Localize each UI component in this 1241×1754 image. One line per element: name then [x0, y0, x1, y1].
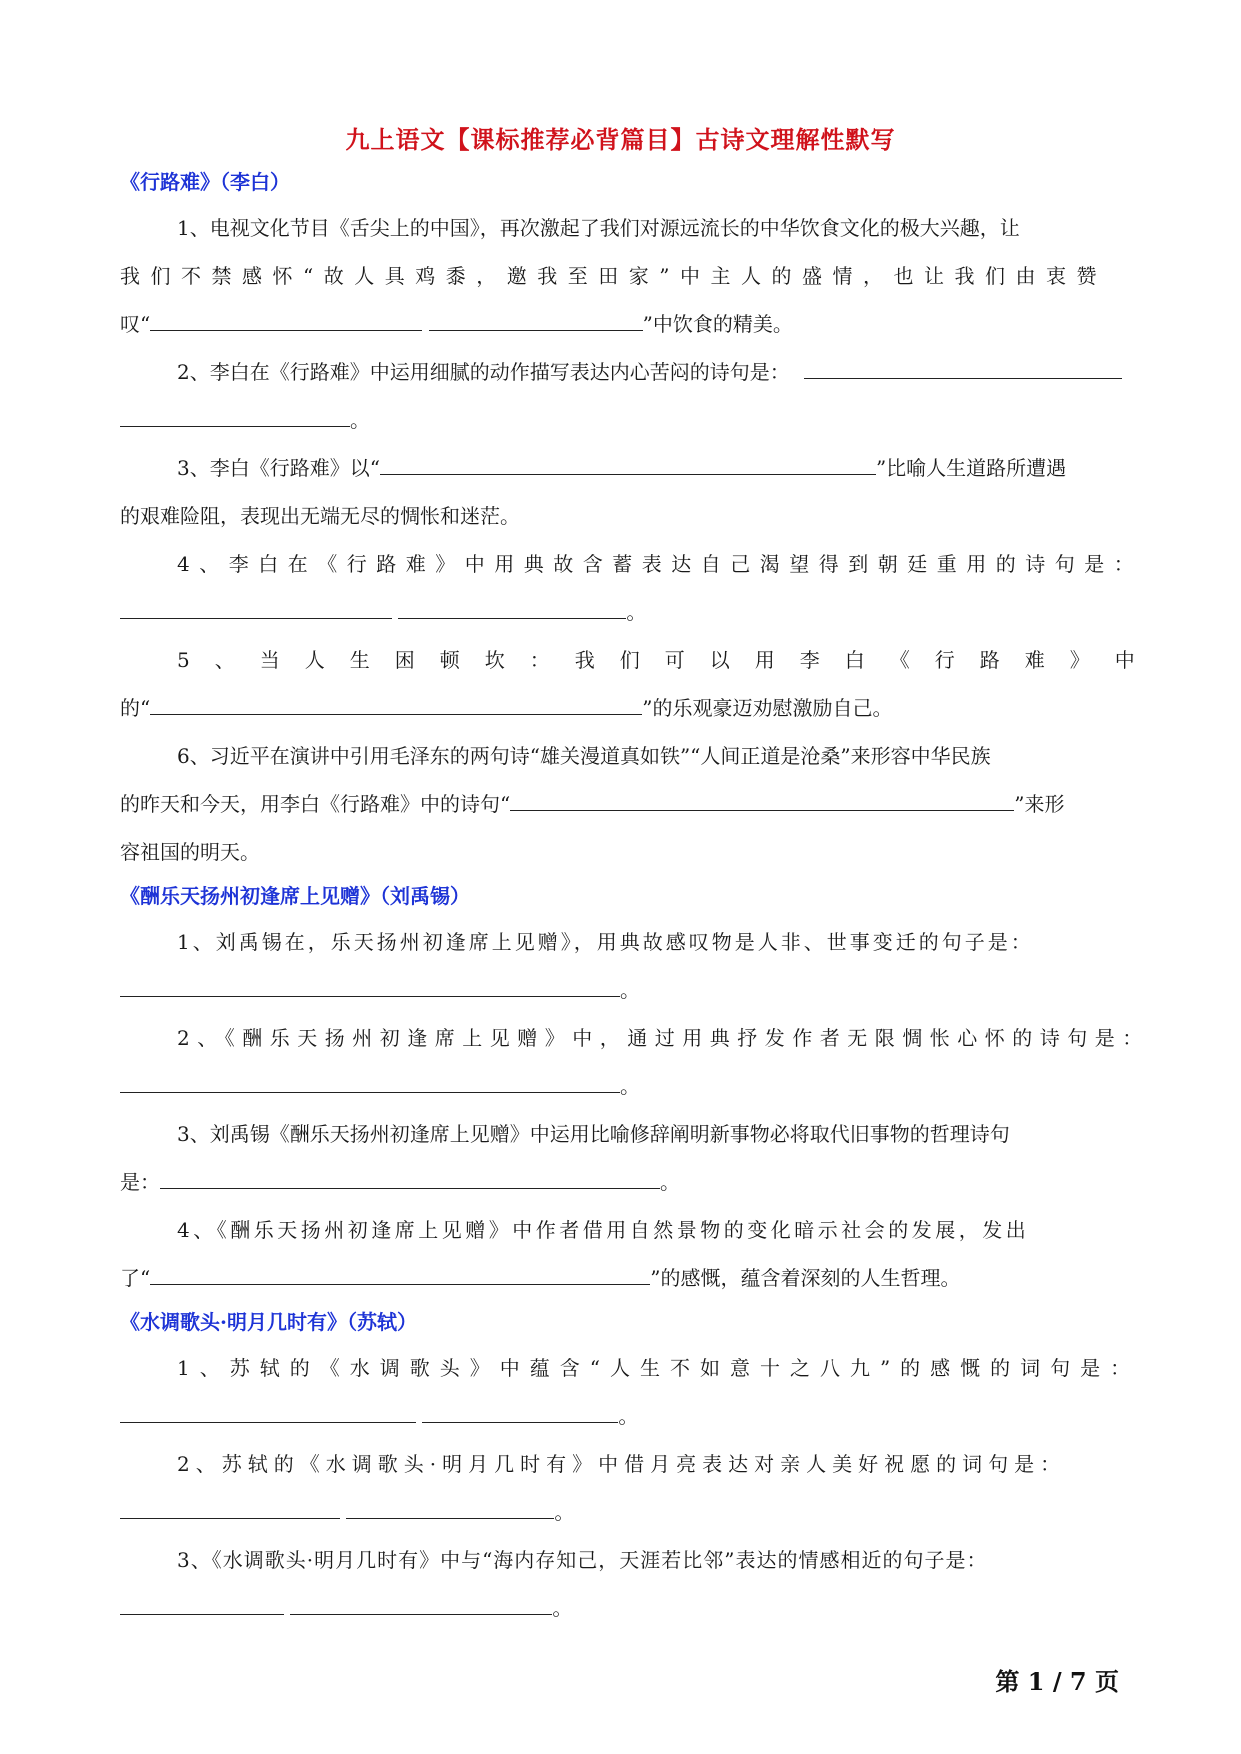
answer-blank[interactable] [290, 1596, 552, 1615]
s2-q2-suffix: 。 [620, 1074, 640, 1098]
s2-q4-line-1: 4、《酬乐天扬州初逢席上见赠》中作者借用自然景物的变化暗示社会的发展，发出 [177, 1218, 1030, 1242]
answer-blank[interactable] [120, 408, 350, 427]
q5-prefix: 的“ [120, 696, 151, 720]
q1-line-1: 1、电视文化节目《舌尖上的中国》，再次激起了我们对源远流长的中华饮食文化的极大兴趣，让 [177, 216, 1020, 240]
section-heading-chou-letian: 《酬乐天扬州初逢席上见赠》（刘禹锡） [120, 884, 470, 908]
s3-q3-line-2 [120, 1592, 1122, 1621]
answer-blank[interactable] [150, 312, 422, 331]
q1-prefix: 叹“ [120, 312, 151, 336]
section-heading-xinglunan: 《行路难》（李白） [120, 170, 290, 194]
s2-q4-prefix: 了“ [120, 1266, 151, 1290]
q5-line-2 [120, 692, 1122, 721]
s2-q3-suffix: 。 [660, 1170, 680, 1194]
s3-q1-line-2 [120, 1400, 1122, 1429]
q4-line-1: 4、李白在《行路难》中用典故含蓄表达自己渴望得到朝廷重用的诗句是： [177, 552, 1144, 576]
s2-q1-line-1: 1、刘禹锡在，乐天扬州初逢席上见赠》，用典故感叹物是人非、世事变迁的句子是： [177, 930, 1034, 954]
s3-q3-line-1: 3、《水调歌头·明月几时有》中与“海内存知己，天涯若比邻”表达的情感相近的句子是： [177, 1548, 988, 1572]
s2-q1-suffix: 。 [620, 978, 640, 1002]
s3-q1-suffix: 。 [618, 1404, 639, 1428]
q2-line-1 [120, 356, 1122, 385]
answer-blank[interactable] [429, 312, 643, 331]
s2-q1-line-2 [120, 974, 1122, 1003]
q3-line-2: 的艰难险阻，表现出无端无尽的惆怅和迷茫。 [120, 504, 520, 528]
s3-q2-line-2 [120, 1496, 1122, 1525]
s3-q2-line-1: 2、苏轼的《水调歌头·明月几时有》中借月亮表达对亲人美好祝愿的词句是： [177, 1452, 1067, 1476]
answer-blank[interactable] [150, 696, 642, 715]
document-title: 九上语文【课标推荐必背篇目】古诗文理解性默写 [345, 125, 896, 154]
answer-blank[interactable] [160, 1170, 660, 1189]
answer-blank[interactable] [120, 1404, 416, 1423]
q1-line-2: 我们不禁感怀“故人具鸡黍，邀我至田家”中主人的盛情，也让我们由衷赞 [120, 264, 1107, 288]
answer-blank[interactable] [346, 1500, 554, 1519]
s3-q1-line-1: 1、苏轼的《水调歌头》中蕴含“人生不如意十之八九”的感慨的词句是： [177, 1356, 1141, 1380]
s2-q3-line-2 [120, 1166, 1122, 1195]
q6-line-3: 容祖国的明天。 [120, 840, 260, 864]
s2-q3-line-1: 3、刘禹锡《酬乐天扬州初逢席上见赠》中运用比喻修辞阐明新事物必将取代旧事物的哲理诗句 [177, 1122, 1010, 1146]
answer-blank[interactable] [120, 1500, 340, 1519]
q2-suffix: 。 [350, 408, 370, 432]
q3-suffix: ”比喻人生道路所遭遇 [875, 456, 1067, 480]
q3-prefix: 3、李白《行路难》以“ [177, 456, 380, 480]
answer-blank[interactable] [422, 1404, 618, 1423]
s2-q4-suffix: ”的感慨，蕴含着深刻的人生哲理。 [650, 1266, 961, 1290]
q6-prefix: 的昨天和今天，用李白《行路难》中的诗句“ [120, 792, 511, 816]
q2-text: 2、李白在《行路难》中运用细腻的动作描写表达内心苦闷的诗句是： [177, 360, 790, 384]
answer-blank[interactable] [120, 1074, 620, 1093]
section-heading-shuidiao-getou: 《水调歌头·明月几时有》（苏轼） [120, 1310, 417, 1334]
answer-blank[interactable] [150, 1266, 650, 1285]
q1-line-3 [120, 308, 1122, 337]
answer-blank[interactable] [120, 1596, 284, 1615]
q1-suffix: ”中饮食的精美。 [642, 312, 793, 336]
s2-q4-line-2 [120, 1262, 1122, 1291]
q6-suffix: ”来形 [1014, 792, 1065, 816]
answer-blank[interactable] [120, 600, 392, 619]
s2-q2-line-2 [120, 1070, 1122, 1099]
s3-q2-suffix: 。 [554, 1500, 575, 1524]
answer-blank[interactable] [804, 360, 1122, 379]
page-number: 第 1 / 7 页 [995, 1667, 1119, 1696]
s2-q2-line-1: 2、《酬乐天扬州初逢席上见赠》中，通过用典抒发作者无限惆怅心怀的诗句是： [177, 1026, 1150, 1050]
answer-blank[interactable] [380, 456, 876, 475]
q6-line-2 [120, 788, 1122, 817]
q5-line-1: 5、当人生困顿坎：我们可以用李白《行路难》中 [177, 648, 1160, 672]
q6-line-1: 6、习近平在演讲中引用毛泽东的两句诗“雄关漫道真如铁”“人间正道是沧桑”来形容中华民族 [177, 744, 991, 768]
s2-q3-prefix: 是： [120, 1170, 160, 1194]
answer-blank[interactable] [510, 792, 1014, 811]
q4-line-2 [120, 596, 1122, 625]
q2-line-2 [120, 404, 1122, 433]
s3-q3-suffix: 。 [552, 1596, 573, 1620]
q3-line-1 [120, 452, 1122, 481]
answer-blank[interactable] [398, 600, 626, 619]
q5-suffix: ”的乐观豪迈劝慰激励自己。 [642, 696, 893, 720]
answer-blank[interactable] [120, 978, 620, 997]
q4-suffix: 。 [626, 600, 647, 624]
